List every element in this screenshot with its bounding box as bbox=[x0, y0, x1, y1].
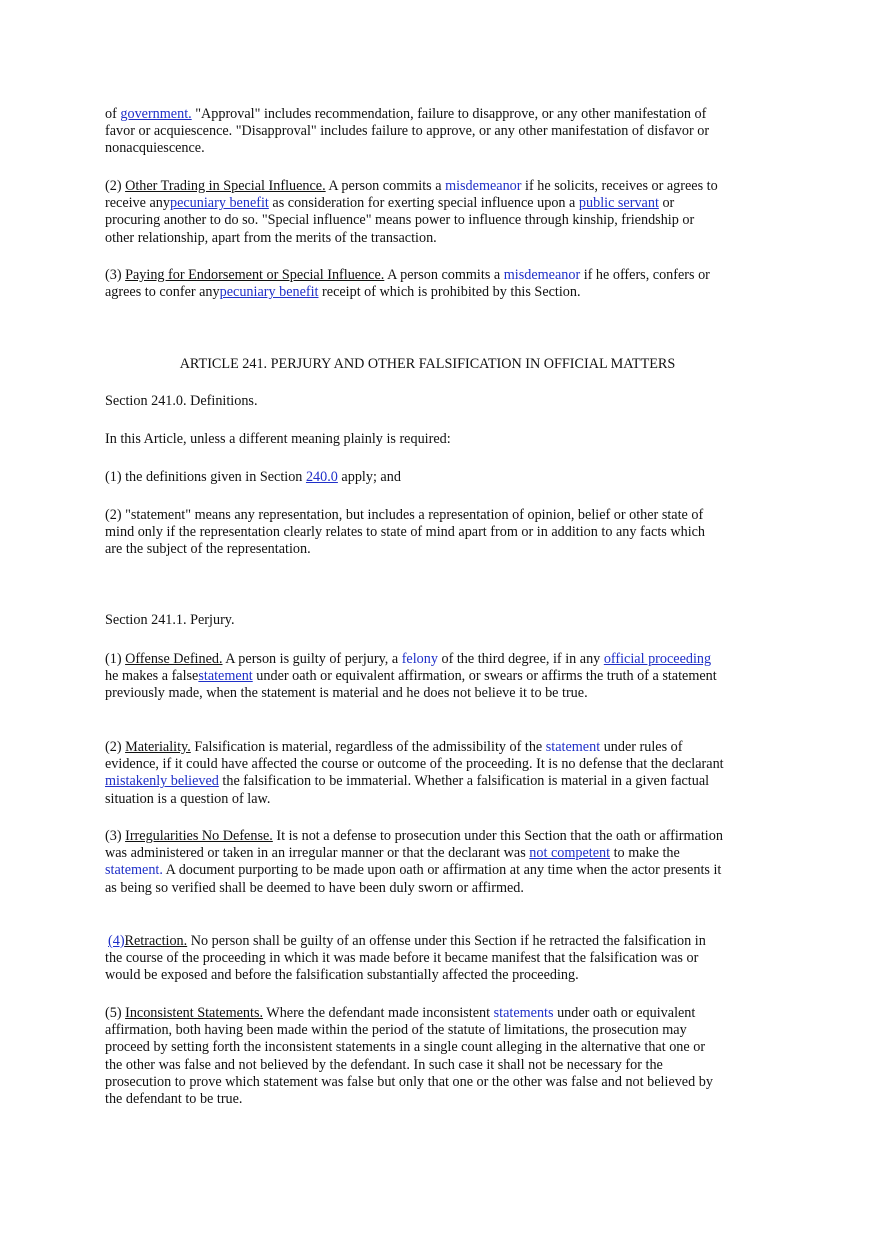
link-mistakenly-believed[interactable]: mistakenly believed bbox=[105, 773, 219, 790]
text: (1) the definitions given in Section bbox=[105, 469, 306, 485]
link-pecuniary-benefit[interactable]: pecuniary benefit bbox=[169, 195, 269, 212]
link-misdemeanor[interactable]: misdemeanor bbox=[503, 267, 581, 283]
link-section-240-0[interactable]: 240.0 bbox=[305, 469, 338, 485]
text: under oath or equivalent affirmation, both having been made within the period of the statute of limitations, the prosecution may proceed by setting forth the inconsistent statements in a single count alleging in the alternative that one or the other was false and not believed by the defendant. In such case it shall not be necessary for the prosecution to prove which statement was false but only that one or the other was false and not believed by the defendant to be true. bbox=[105, 1005, 713, 1108]
paragraph-irregularities bbox=[105, 828, 725, 897]
link-statements[interactable]: statements bbox=[493, 1005, 554, 1021]
paragraph-retraction bbox=[105, 933, 725, 985]
paragraph-heading: Paying for Endorsement or Special Influence. bbox=[125, 267, 385, 283]
paragraph-number: (2) bbox=[105, 739, 126, 755]
text: Falsification is material, regardless of the admissibility of the bbox=[190, 739, 546, 755]
paragraph-inconsistent-statements bbox=[105, 1005, 725, 1108]
link-statement[interactable]: statement bbox=[545, 739, 601, 755]
text: receipt of which is prohibited by this Section. bbox=[318, 284, 581, 301]
paragraph-heading: Materiality. bbox=[125, 739, 191, 755]
link-official-proceeding[interactable]: official proceeding bbox=[603, 651, 712, 667]
paragraph-other-trading bbox=[105, 178, 725, 247]
link-felony[interactable]: felony bbox=[401, 651, 438, 667]
link-government[interactable]: government. bbox=[120, 106, 192, 122]
paragraph-approval-definition bbox=[105, 106, 725, 158]
paragraph-materiality bbox=[105, 739, 725, 808]
text: of bbox=[105, 106, 121, 122]
paragraph-heading: Inconsistent Statements. bbox=[125, 1005, 264, 1021]
text: apply; and bbox=[337, 469, 401, 485]
text: to make the bbox=[610, 845, 680, 862]
paragraph-number: (3) bbox=[105, 828, 126, 844]
paragraph-number: (2) bbox=[105, 178, 126, 194]
text: as consideration for exerting special influence upon a bbox=[268, 195, 579, 212]
text: A person commits a bbox=[384, 267, 504, 283]
link-statement[interactable]: statement bbox=[198, 668, 253, 685]
text: Where the defendant made inconsistent bbox=[263, 1005, 494, 1021]
paragraph-number: (3) bbox=[105, 267, 126, 283]
text: if he offers, confers or agrees to confer any bbox=[105, 267, 710, 301]
paragraph-heading: Other Trading in Special Influence. bbox=[125, 178, 326, 194]
section-heading-241-0: Section 241.0. Definitions. bbox=[105, 393, 258, 409]
definition-1 bbox=[105, 469, 725, 486]
text: "Approval" includes recommendation, failure to disapprove, or any other manifestation of favor or acquiescence. "Disapproval" includes failure to approve, or any other manifestation of disfavor or nonacquiescence. bbox=[105, 106, 710, 157]
link-public-servant[interactable]: public servant bbox=[578, 195, 659, 212]
text: It is not a defense to prosecution under this Section that the oath or affirmation was administered or taken in an irregular manner or that the declarant was bbox=[105, 828, 723, 862]
text: of the third degree, if in any bbox=[437, 651, 604, 667]
text: he makes a false bbox=[105, 668, 199, 685]
text: if he solicits, receives or agrees to receive any bbox=[105, 178, 718, 212]
link-paragraph-4[interactable]: (4) bbox=[108, 933, 125, 949]
paragraph-number: (1) bbox=[105, 651, 126, 667]
link-statement[interactable]: statement. bbox=[105, 862, 163, 879]
paragraph-offense-defined bbox=[105, 651, 725, 703]
text: A person commits a bbox=[325, 178, 446, 194]
link-pecuniary-benefit[interactable]: pecuniary benefit bbox=[219, 284, 319, 301]
article-intro: In this Article, unless a different meaning plainly is required: bbox=[105, 431, 451, 447]
text: A person is guilty of perjury, a bbox=[222, 651, 402, 667]
text: under oath or equivalent affirmation, or swears or affirms the truth of a statement previously made, when the statement is material and he does not believe it to be true. bbox=[105, 668, 717, 702]
paragraph-heading: Offense Defined. bbox=[125, 651, 223, 667]
text: or procuring another to do so. "Special influence" means power to influence through kinship, friendship or other relationship, apart from the merits of the transaction. bbox=[105, 195, 695, 246]
article-title: ARTICLE 241. PERJURY AND OTHER FALSIFICATION IN OFFICIAL MATTERS bbox=[179, 356, 676, 372]
link-not-competent[interactable]: not competent bbox=[529, 845, 611, 862]
link-misdemeanor[interactable]: misdemeanor bbox=[445, 178, 522, 194]
text: the falsification to be immaterial. Whether a falsification is material in a given factual situation is a question of law. bbox=[105, 773, 710, 807]
paragraph-heading: Irregularities No Defense. bbox=[125, 828, 273, 844]
paragraph-heading: Retraction. bbox=[124, 933, 188, 949]
text: No person shall be guilty of an offense under this Section if he retracted the falsification in the course of the proceeding in which it was made before it became manifest that the falsification was or would be exposed and before the falsification substantially affected the proceeding. bbox=[105, 933, 706, 984]
text: under rules of evidence, if it could have affected the course or outcome of the proceeding. It is no defense that the declarant bbox=[105, 739, 724, 773]
section-heading-241-1: Section 241.1. Perjury. bbox=[105, 612, 235, 628]
paragraph-number: (5) bbox=[105, 1005, 126, 1021]
definition-2: (2) "statement" means any representation, but includes a representation of opinion, belief or other state of mind only if the representation clearly relates to state of mind apart from or in addition to any facts which are the subject of the representation. bbox=[105, 507, 706, 558]
text: A document purporting to be made upon oath or affirmation at any time when the actor presents it as being so verified shall be deemed to have been duly sworn or affirmed. bbox=[105, 862, 722, 896]
paragraph-paying-endorsement bbox=[105, 267, 725, 301]
